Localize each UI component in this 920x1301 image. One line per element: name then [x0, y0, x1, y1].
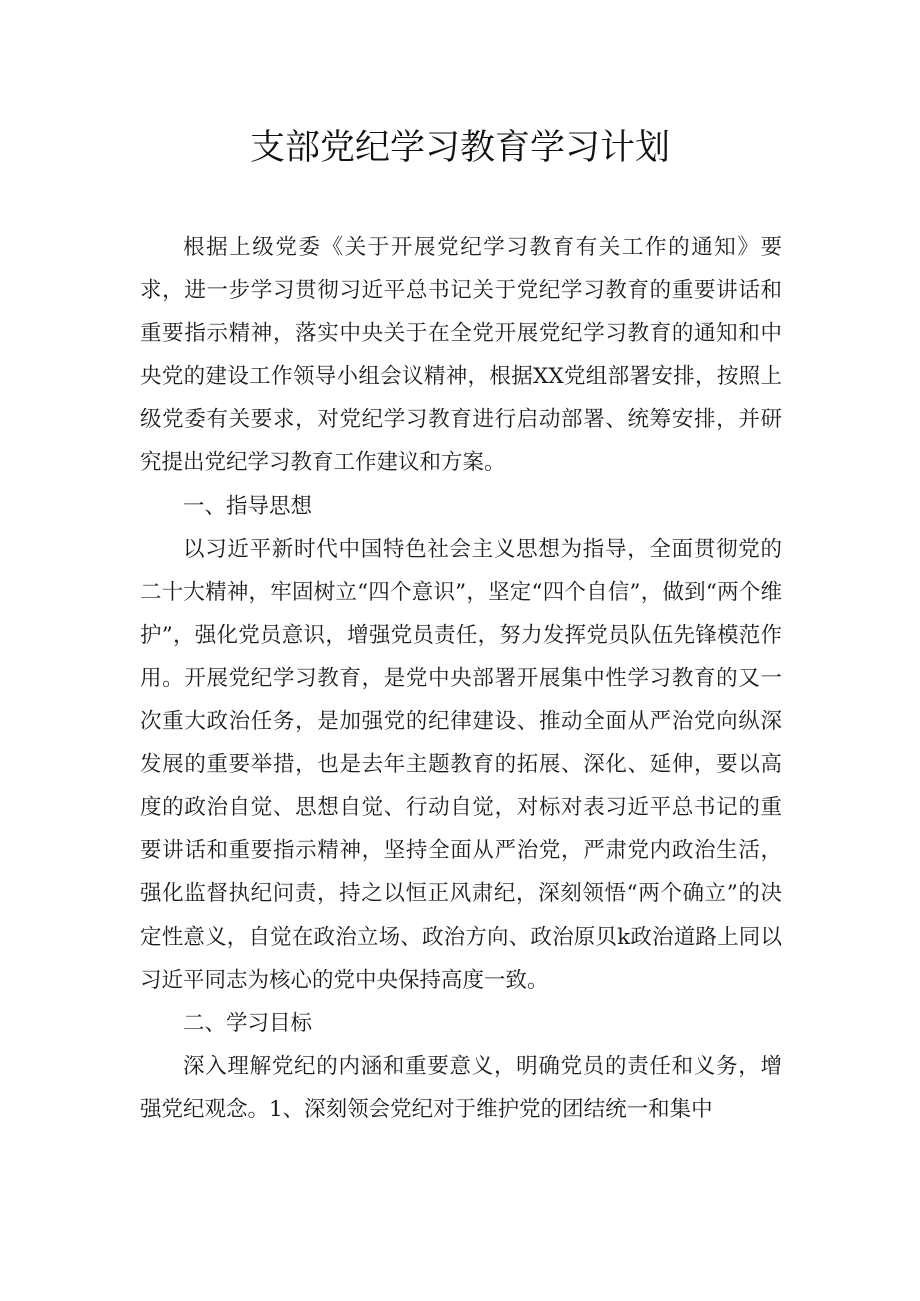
document-body	[140, 226, 782, 1131]
learning-goals-paragraph: 深入理解党纪的内涵和重要意义，明确党员的责任和义务，增强党纪观念。1、深刻领会党纪对于维护党的团结统一和集中	[140, 1053, 782, 1122]
guiding-ideology-paragraph: 以习近平新时代中国特色社会主义思想为指导，全面贯彻党的二十大精神，牢固树立“四个意识”，坚定“四个自信”，做到“两个维护”，强化党员意识，增强党员责任，努力发挥党员队伍先锋模范作用。开展党纪学习教育，是党中央部署开展集中性学习教育的又一次重大政治任务，是加强党的纪律建设、推动全面从严治党向纵深发展的重要举措，也是去年主题教育的拓展、深化、延伸，要以高度的政治自觉、思想自觉、行动自觉，对标对表习近平总书记的重要讲话和重要指示精神，坚持全面从严治党，严肃党内政治生活，强化监督执纪问责，持之以恒正风肃纪，深刻领悟“两个确立”的决定性意义，自觉在政治立场、政治方向、政治原贝k政治道路上同以习近平同志为核心的党中央保持高度一致。	[140, 536, 782, 993]
section-heading-learning-goals: 二、学习目标	[183, 1010, 313, 1036]
intro-paragraph: 根据上级党委《关于开展党纪学习教育有关工作的通知》要求，进一步学习贯彻习近平总书记关于党纪学习教育的重要讲话和重要指示精神，落实中央关于在全党开展党纪学习教育的通知和中央党的建设工作领导小组会议精神，根据XX党组部署安排，按照上级党委有关要求，对党纪学习教育进行启动部署、统筹安排，并研究提出党纪学习教育工作建议和方案。	[140, 235, 782, 476]
document-title: 支部党纪学习教育学习计划	[249, 128, 670, 168]
section-heading-guiding-ideology: 一、指导思想	[183, 493, 313, 519]
